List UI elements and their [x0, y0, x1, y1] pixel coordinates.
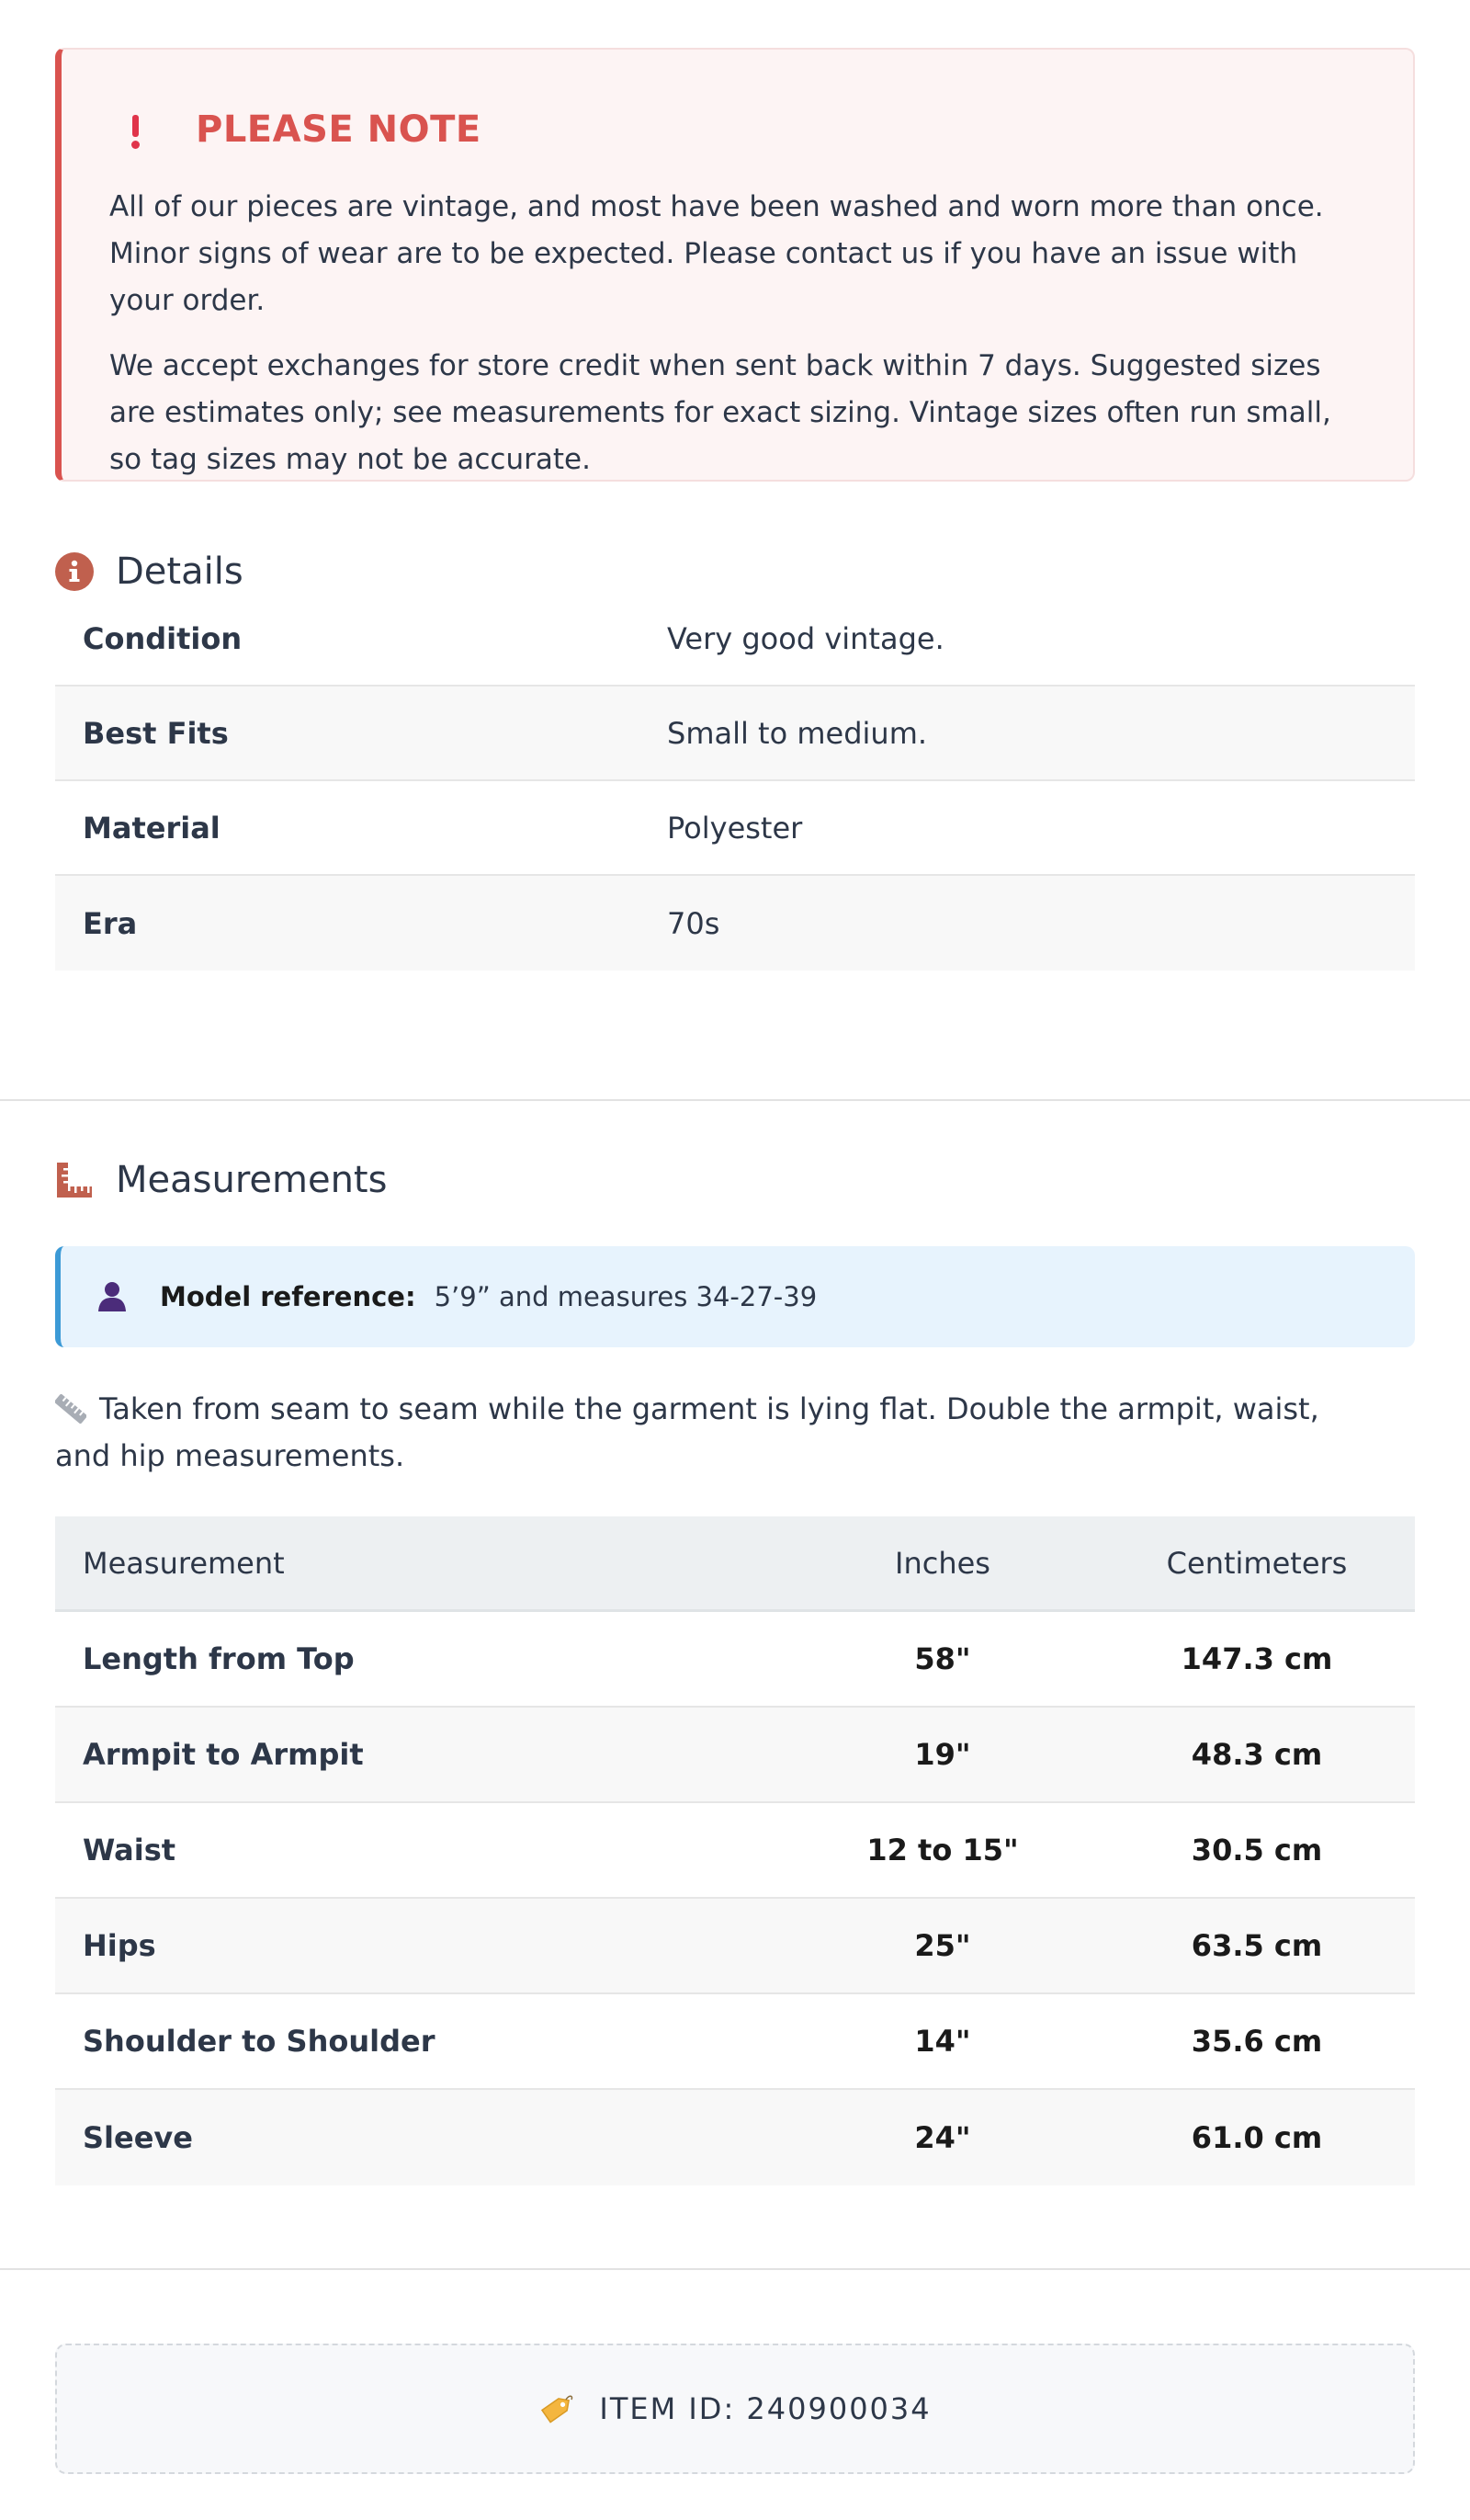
- measurement-inches: 24": [914, 2120, 971, 2155]
- table-row: [55, 1994, 1415, 2090]
- info-icon: [55, 552, 94, 591]
- notice-paragraph: All of our pieces are vintage, and most have been washed and worn more than once. Minor signs of wear are to be expected. Please contact us if you have an issue with your order.: [109, 190, 1324, 317]
- model-reference-box: [55, 1246, 1415, 1347]
- table-row: [55, 592, 1415, 687]
- measurement-cm: 30.5 cm: [1191, 1833, 1323, 1867]
- table-row: [55, 2090, 1415, 2185]
- tag-icon: [538, 2390, 575, 2427]
- measurement-name: Armpit to Armpit: [83, 1737, 364, 1772]
- measurement-cm: 147.3 cm: [1181, 1641, 1333, 1676]
- table-row: [55, 687, 1415, 781]
- measurement-name: Waist: [83, 1833, 176, 1867]
- detail-value: Polyester: [667, 810, 803, 846]
- person-icon: [96, 1280, 129, 1313]
- exclamation-icon: [126, 111, 146, 148]
- measurements-title: Measurements: [116, 1159, 388, 1201]
- section-divider: [0, 1099, 1470, 1101]
- measurement-cm: 35.6 cm: [1191, 2024, 1323, 2059]
- ruler-icon: [55, 1393, 86, 1425]
- detail-value: Very good vintage.: [667, 620, 944, 656]
- measurement-note-text: Taken from seam to seam while the garment is lying flat. Double the armpit, waist, and hip measurements.: [55, 1391, 1319, 1473]
- please-note-box: [55, 48, 1415, 482]
- detail-label: Era: [83, 905, 138, 941]
- measurement-cm: 48.3 cm: [1191, 1737, 1323, 1772]
- table-row: [55, 1899, 1415, 1994]
- details-heading: [55, 544, 243, 599]
- measurement-inches: 12 to 15": [866, 1833, 1019, 1867]
- detail-value: Small to medium.: [667, 715, 928, 751]
- column-header-inches: Inches: [895, 1545, 990, 1581]
- column-header-centimeters: Centimeters: [1166, 1545, 1348, 1581]
- measurement-inches: 58": [914, 1641, 971, 1676]
- measurements-heading: [55, 1152, 387, 1208]
- measurement-name: Hips: [83, 1928, 156, 1963]
- details-table: [55, 592, 1415, 971]
- item-id-text: ITEM ID: 240900034: [599, 2391, 932, 2426]
- measurement-inches: 25": [914, 1928, 971, 1963]
- table-row: [55, 1803, 1415, 1899]
- measurement-inches: 14": [914, 2024, 971, 2059]
- table-row: [55, 781, 1415, 876]
- table-header: [55, 1516, 1415, 1612]
- measurement-name: Sleeve: [83, 2120, 193, 2155]
- measurements-table: [55, 1516, 1415, 2185]
- measurement-name: Length from Top: [83, 1641, 355, 1676]
- notice-paragraph: We accept exchanges for store credit when sent back within 7 days. Suggested sizes are estimates only; see measurements for exact sizing. Vintage sizes often run small, so tag sizes may not be accurate.: [109, 349, 1331, 476]
- measurement-cm: 63.5 cm: [1191, 1928, 1323, 1963]
- column-header-measurement: Measurement: [83, 1545, 285, 1581]
- model-reference-label: Model reference:: [160, 1281, 416, 1312]
- detail-label: Material: [83, 810, 220, 846]
- notice-title: PLEASE NOTE: [196, 108, 481, 151]
- measurement-cm: 61.0 cm: [1191, 2120, 1323, 2155]
- table-row: [55, 876, 1415, 971]
- detail-label: Best Fits: [83, 715, 229, 751]
- section-divider: [0, 2268, 1470, 2270]
- table-row: [55, 1708, 1415, 1803]
- measurement-inches: 19": [914, 1737, 971, 1772]
- measurement-name: Shoulder to Shoulder: [83, 2024, 435, 2059]
- item-id-box: [55, 2344, 1415, 2474]
- measurement-note: [55, 1386, 1360, 1480]
- detail-label: Condition: [83, 620, 243, 656]
- details-title: Details: [116, 551, 243, 593]
- ruler-icon: [55, 1161, 94, 1199]
- detail-value: 70s: [667, 905, 720, 941]
- table-row: [55, 1612, 1415, 1708]
- notice-header: [109, 103, 1367, 156]
- model-reference-value: 5’9” and measures 34-27-39: [434, 1281, 818, 1312]
